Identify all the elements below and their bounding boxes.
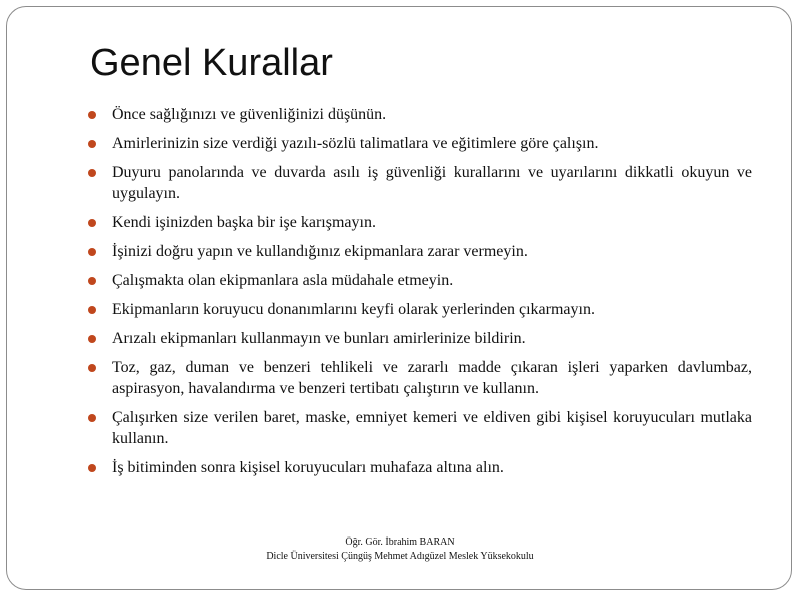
bullet-dot-icon — [88, 364, 96, 372]
bullet-dot-icon — [88, 277, 96, 285]
bullet-text: Önce sağlığınızı ve güvenliğinizi düşünün. — [112, 106, 387, 123]
bullet-text: Kendi işinizden başka bir işe karışmayın. — [112, 214, 376, 231]
bullet-dot-icon — [88, 169, 96, 177]
bullet-item — [88, 270, 752, 291]
bullet-dot-icon — [88, 464, 96, 472]
bullet-text: Ekipmanların koruyucu donanımlarını keyfi olarak yerlerinden çıkarmayın. — [112, 301, 595, 318]
bullet-text: İşinizi doğru yapın ve kullandığınız ekipmanlara zarar vermeyin. — [112, 243, 528, 260]
bullet-text: Arızalı ekipmanları kullanmayın ve bunları amirlerinize bildirin. — [112, 330, 526, 347]
bullet-item — [88, 241, 752, 262]
bullet-text: Çalışmakta olan ekipmanlara asla müdahale etmeyin. — [112, 272, 454, 289]
bullet-item — [88, 328, 752, 349]
bullet-item — [88, 162, 752, 204]
bullet-item — [88, 457, 752, 478]
footer-institution: Dicle Üniversitesi Çüngüş Mehmet Adıgüzel Meslek Yüksekokulu — [266, 551, 534, 562]
bullet-item — [88, 104, 752, 125]
bullet-item — [88, 407, 752, 449]
bullet-dot-icon — [88, 111, 96, 119]
bullet-dot-icon — [88, 219, 96, 227]
bullet-item — [88, 133, 752, 154]
bullet-text: Toz, gaz, duman ve benzeri tehlikeli ve zararlı madde çıkaran işleri yaparken davlumbaz, aspirasyon, havalandırma ve benzeri tertibatı çalıştırın ve kullanın. — [112, 359, 752, 397]
bullet-dot-icon — [88, 306, 96, 314]
bullet-text: İş bitiminden sonra kişisel koruyucuları muhafaza altına alın. — [112, 459, 504, 476]
bullet-dot-icon — [88, 414, 96, 422]
bullet-item — [88, 357, 752, 399]
bullet-list — [88, 104, 752, 486]
bullet-dot-icon — [88, 335, 96, 343]
bullet-text: Amirlerinizin size verdiği yazılı-sözlü talimatlara ve eğitimlere göre çalışın. — [112, 135, 599, 152]
bullet-dot-icon — [88, 248, 96, 256]
bullet-dot-icon — [88, 140, 96, 148]
slide-title: Genel Kurallar — [90, 42, 333, 84]
bullet-item — [88, 299, 752, 320]
bullet-item — [88, 212, 752, 233]
bullet-text: Çalışırken size verilen baret, maske, emniyet kemeri ve eldiven gibi kişisel koruyucuları mutlaka kullanın. — [112, 409, 752, 447]
footer-author: Öğr. Gör. İbrahim BARAN — [345, 537, 455, 548]
bullet-text: Duyuru panolarında ve duvarda asılı iş güvenliği kurallarını ve uyarılarını dikkatli okuyun ve uygulayın. — [112, 164, 752, 202]
